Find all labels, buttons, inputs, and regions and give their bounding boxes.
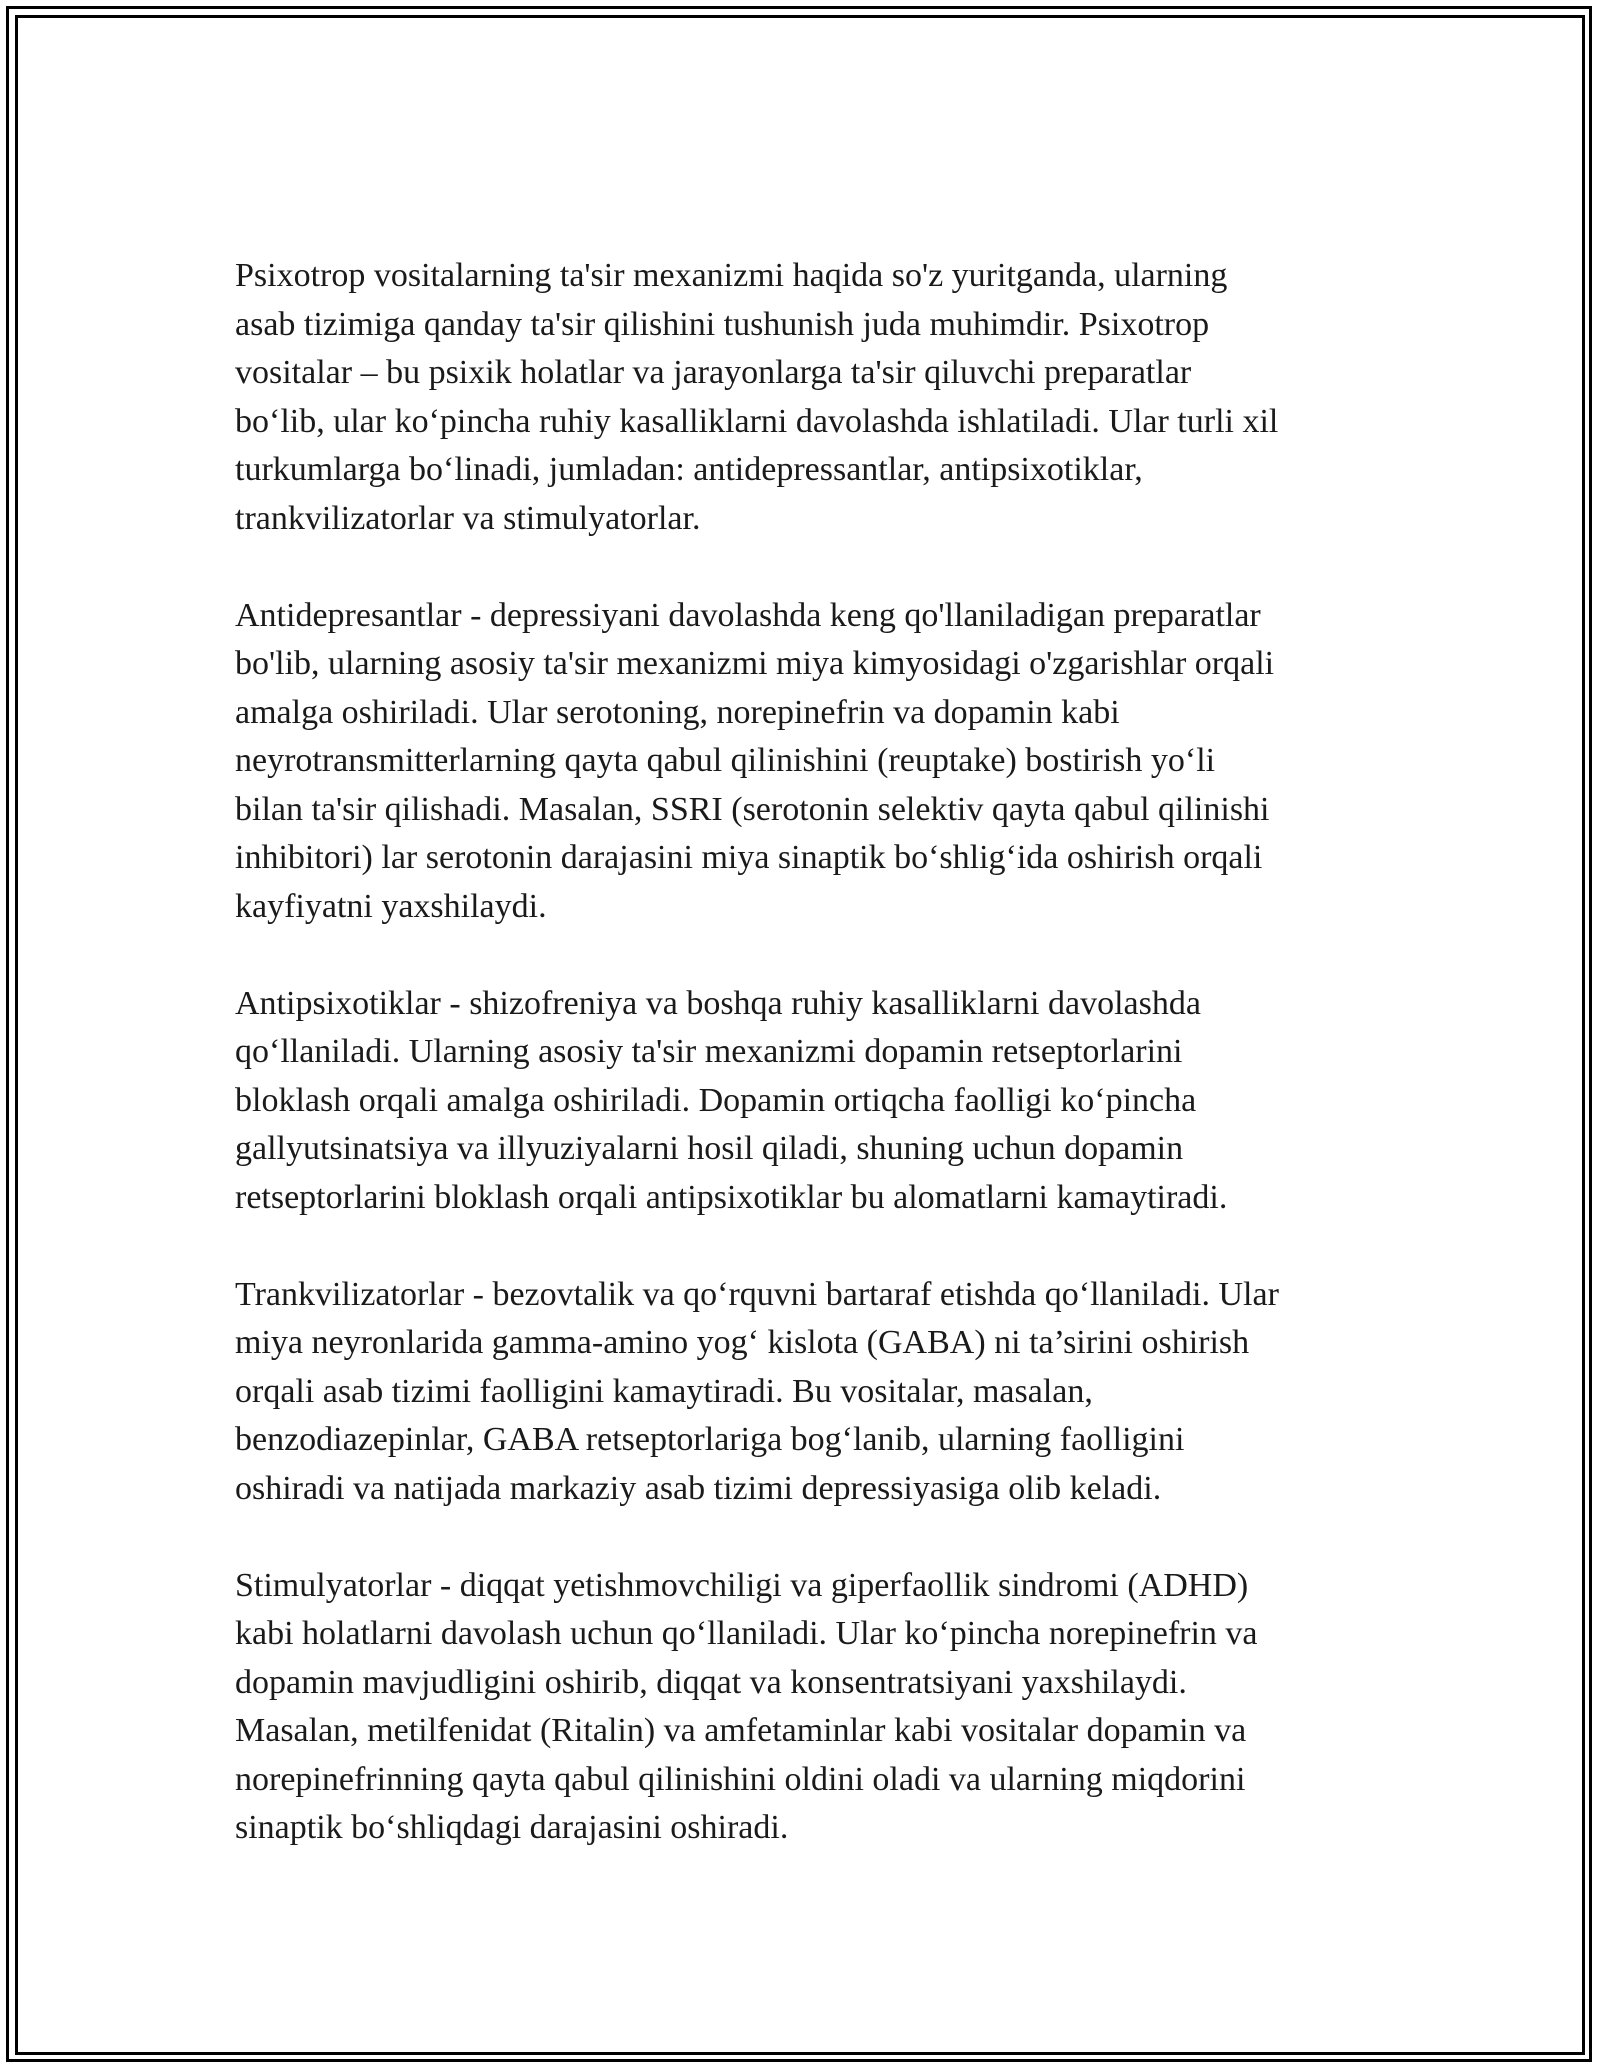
paragraph-antidepressants: Antidepresantlar - depressiyani davolashda keng qo'llaniladigan preparatlar bo'lib, ularning asosiy ta'sir mexanizmi miya kimyosidagi o'zgarishlar orqali amalga oshiriladi. Ular serotoning, norepinefrin va dopamin kabi neyrotransmitterlarning qayta qabul qilinishini (reuptake) bostirish yo‘li bilan ta'sir qilishadi. Masalan, SSRI (serotonin selektiv qayta qabul qilinishi inhibitori) lar serotonin darajasini miya sinaptik bo‘shlig‘ida oshirish orqali kayfiyatni yaxshilaydi. [235,596,1275,925]
paragraph-intro: Psixotrop vositalarning ta'sir mexanizmi haqida so'z yuritganda, ularning asab tizimiga qanday ta'sir qilishini tushunish juda muhimdir. Psixotrop vositalar – bu psixik holatlar va jarayonlarga ta'sir qiluvchi preparatlar bo‘lib, ular ko‘pincha ruhiy kasalliklarni davolashda ishlatiladi. Ular turli xil turkumlarga bo‘linadi, jumladan: antidepressantlar, antipsixotiklar, trankvilizatorlar va stimulyatorlar. [235,257,1279,537]
paragraph-stimulants: Stimulyatorlar - diqqat yetishmovchiligi va giperfaollik sindromi (ADHD) kabi holatlarni davolash uchun qo‘llaniladi. Ular ko‘pincha norepinefrin va dopamin mavjudligini oshirib, diqqat va konsentratsiyani yaxshilaydi. Masalan, metilfenidat (Ritalin) va amfetaminlar kabi vositalar dopamin va norepinefrinning qayta qabul qilinishini oldini oladi va ularning miqdorini sinaptik bo‘shliqdagi darajasini oshiradi. [235,1566,1258,1846]
document-body [235,252,1375,1901]
paragraph-antipsychotics: Antipsixotiklar - shizofreniya va boshqa ruhiy kasalliklarni davolashda qo‘llaniladi. Ularning asosiy ta'sir mexanizmi dopamin retseptorlarini bloklash orqali amalga oshiriladi. Dopamin ortiqcha faolligi ko‘pincha gallyutsinatsiya va illyuziyalarni hosil qiladi, shuning uchun dopamin retseptorlarini bloklash orqali antipsixotiklar bu alomatlarni kamaytiradi. [235,984,1228,1216]
paragraph-tranquilizers: Trankvilizatorlar - bezovtalik va qo‘rquvni bartaraf etishda qo‘llaniladi. Ular miya neyronlarida gamma-amino yog‘ kislota (GABA) ni ta’sirini oshirish orqali asab tizimi faolligini kamaytiradi. Bu vositalar, masalan, benzodiazepinlar, GABA retseptorlariga bog‘lanib, ularning faolligini oshiradi va natijada markaziy asab tizimi depressiyasiga olib keladi. [235,1275,1279,1507]
